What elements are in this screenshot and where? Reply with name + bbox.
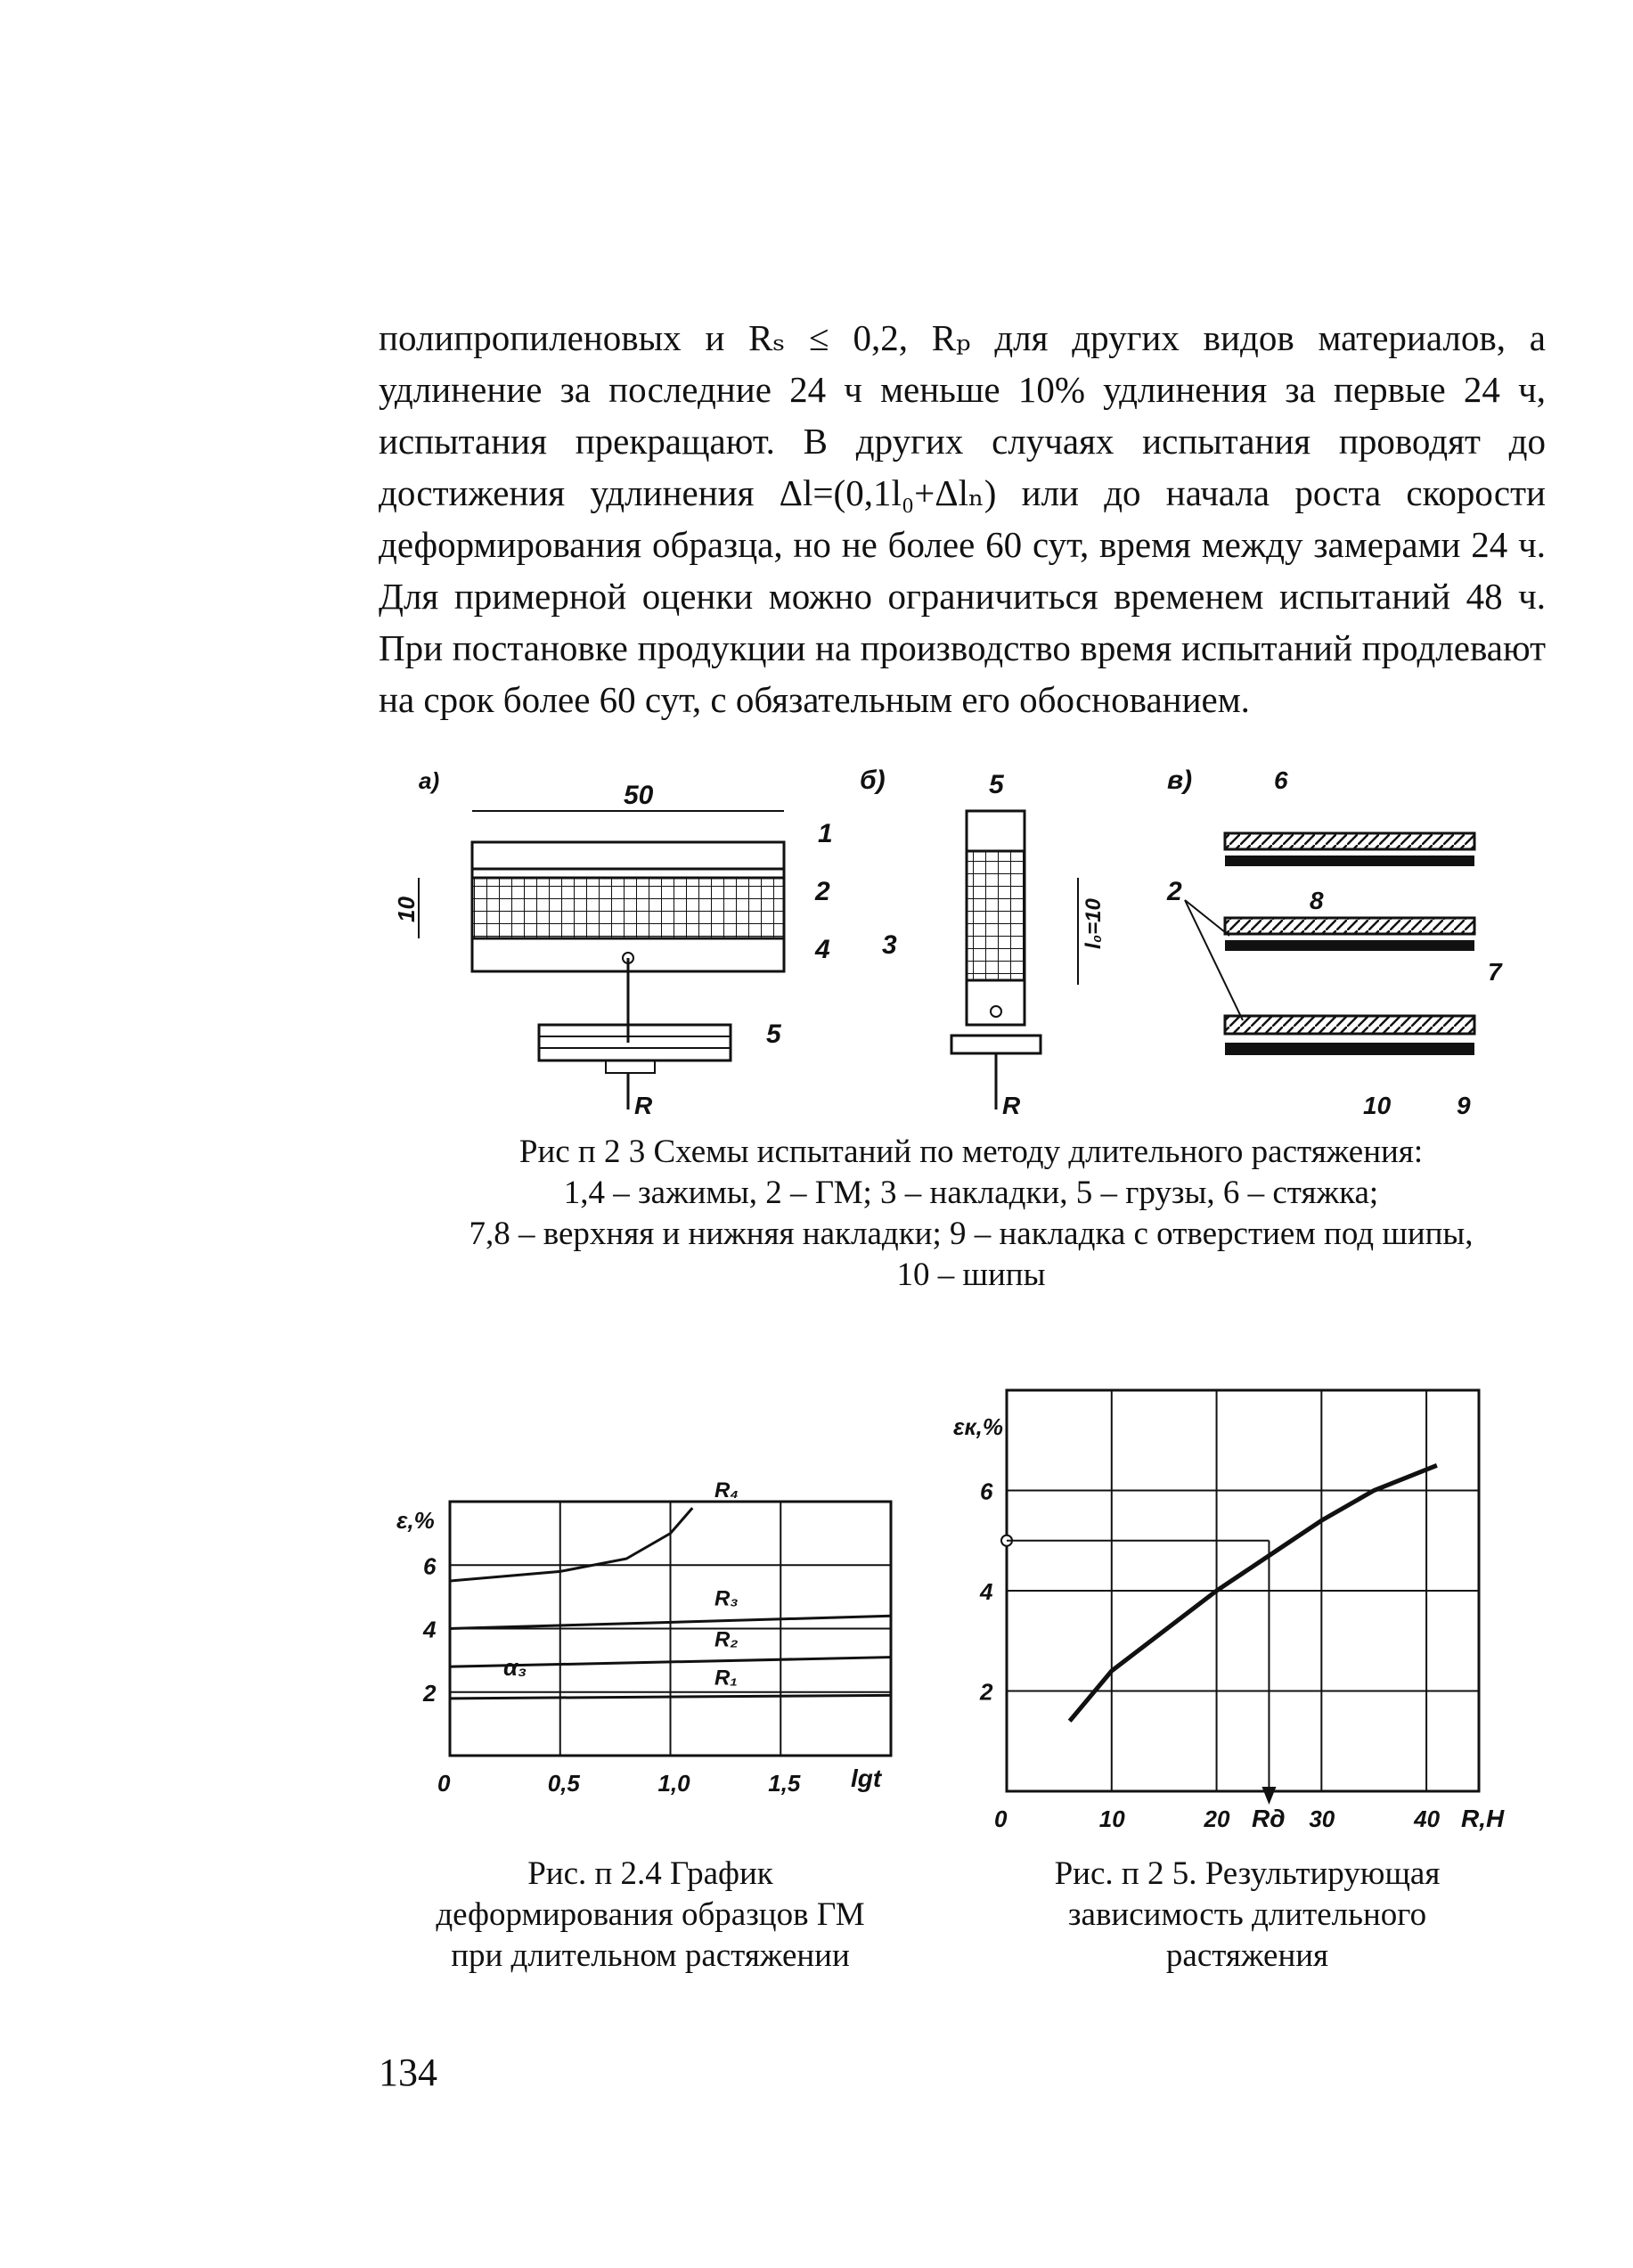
callout-5: 5 (766, 1019, 781, 1049)
caption-line: 7,8 – верхняя и нижняя накладки; 9 – накладка с отверстием под шипы, (469, 1216, 1474, 1252)
caption-line: при длительном растяжении (451, 1937, 850, 1974)
x-tick-label: 20 (1204, 1805, 1230, 1832)
y-tick-label: 4 (980, 1578, 993, 1605)
panel-a-height-dim: 10 (393, 897, 420, 922)
panel-b (860, 766, 1106, 1119)
panel-b-length-dim: l₀=10 (1082, 898, 1106, 949)
chart1-xlabel: lgt (851, 1764, 882, 1792)
chart1-annotation: α₃ (503, 1654, 527, 1681)
panel-a-width-dim: 50 (624, 781, 654, 810)
callout-10: 10 (1363, 1092, 1392, 1119)
chart2-ylabel: εк,% (953, 1413, 1003, 1440)
callout-2c: 2 (1167, 877, 1182, 906)
caption-line: растяжения (1165, 1937, 1329, 1974)
chart2-annotation: Rд (1252, 1805, 1286, 1832)
callout-8: 8 (1310, 887, 1324, 914)
figure-2-3-caption (392, 1132, 1550, 1296)
y-tick-label: 2 (980, 1678, 993, 1706)
series-label: R₁ (714, 1666, 738, 1691)
series-line (1070, 1465, 1437, 1721)
callout-1: 1 (818, 819, 833, 848)
panel-a-label: а) (419, 767, 440, 794)
panel-a (393, 767, 833, 1119)
panel-a-force: R (634, 1092, 653, 1119)
callout-6: 6 (1274, 766, 1288, 794)
panel-c (1166, 766, 1503, 1119)
caption-line: зависимость длительного (1067, 1896, 1427, 1933)
series-label: R₄ (714, 1478, 739, 1503)
chart1-ylabel: ε,% (396, 1507, 435, 1534)
series-label: R₂ (714, 1627, 739, 1652)
series-line (450, 1695, 891, 1699)
panel-b-width-dim: 5 (989, 770, 1004, 799)
chart2-xlabel: R,Н (1461, 1805, 1505, 1832)
marker-arrow (1261, 1787, 1276, 1805)
y-tick-label: 6 (980, 1478, 993, 1505)
panel-b-label: б) (860, 766, 886, 795)
caption-line: Рис п 2 3 Схемы испытаний по методу длительного растяжения: (518, 1134, 1424, 1170)
x-tick-label: 40 (1414, 1805, 1441, 1832)
paragraph-text: полипропиленовых и Rₛ ≤ 0,2, Rₚ для других видов материалов, а удлинение за последние 24 ч меньше 10% удлинения за первые 24 ч, испытания прекращают. В других случаях испытания проводят до достижения удлинения Δl=(0,1l₀+Δlₙ) или до начала роста скорости деформирования образца, но не более 60 сут, время между замерами 24 ч. Для примерной оценки можно ограничиться временем испытаний 48 ч. При постановке продукции на производство время испытаний продлевают на срок более 60 сут, с обязательным его обоснованием. (379, 317, 1546, 720)
x-tick-label: 30 (1309, 1805, 1335, 1832)
figure-2-4-caption (383, 1854, 918, 1977)
y-tick-label: 6 (423, 1552, 437, 1580)
series-label: R₃ (714, 1586, 739, 1611)
caption-line: 10 – шипы (896, 1257, 1046, 1293)
figure-2-5-caption (980, 1854, 1515, 1977)
chart-resulting (953, 1390, 1505, 1832)
x-tick-label: 0,5 (547, 1770, 580, 1797)
chart-deformation (396, 1478, 891, 1797)
y-tick-label: 2 (423, 1679, 437, 1707)
callout-3: 3 (882, 930, 897, 960)
caption-line: деформирования образцов ГМ (436, 1896, 865, 1933)
callout-2: 2 (815, 877, 830, 906)
callout-4: 4 (815, 935, 830, 964)
x-tick-label: 1,5 (768, 1770, 801, 1797)
panel-c-label: в) (1167, 766, 1193, 795)
callout-9: 9 (1457, 1092, 1471, 1119)
caption-line: 1,4 – зажимы, 2 – ГМ; 3 – накладки, 5 – грузы, 6 – стяжка; (563, 1175, 1379, 1211)
y-tick-label: 4 (423, 1616, 437, 1643)
caption-line: Рис. п 2 5. Результирующая (1054, 1855, 1441, 1892)
x-tick-label: 0 (994, 1805, 1008, 1832)
callout-7: 7 (1488, 958, 1502, 986)
x-tick-label: 1,0 (657, 1770, 690, 1797)
caption-line: Рис. п 2.4 График (527, 1855, 773, 1892)
page-number: 134 (379, 2051, 437, 2094)
x-tick-label: 10 (1098, 1805, 1125, 1832)
x-tick-label: 0 (437, 1770, 451, 1797)
panel-b-force: R (1002, 1092, 1021, 1119)
series-line (450, 1508, 692, 1581)
